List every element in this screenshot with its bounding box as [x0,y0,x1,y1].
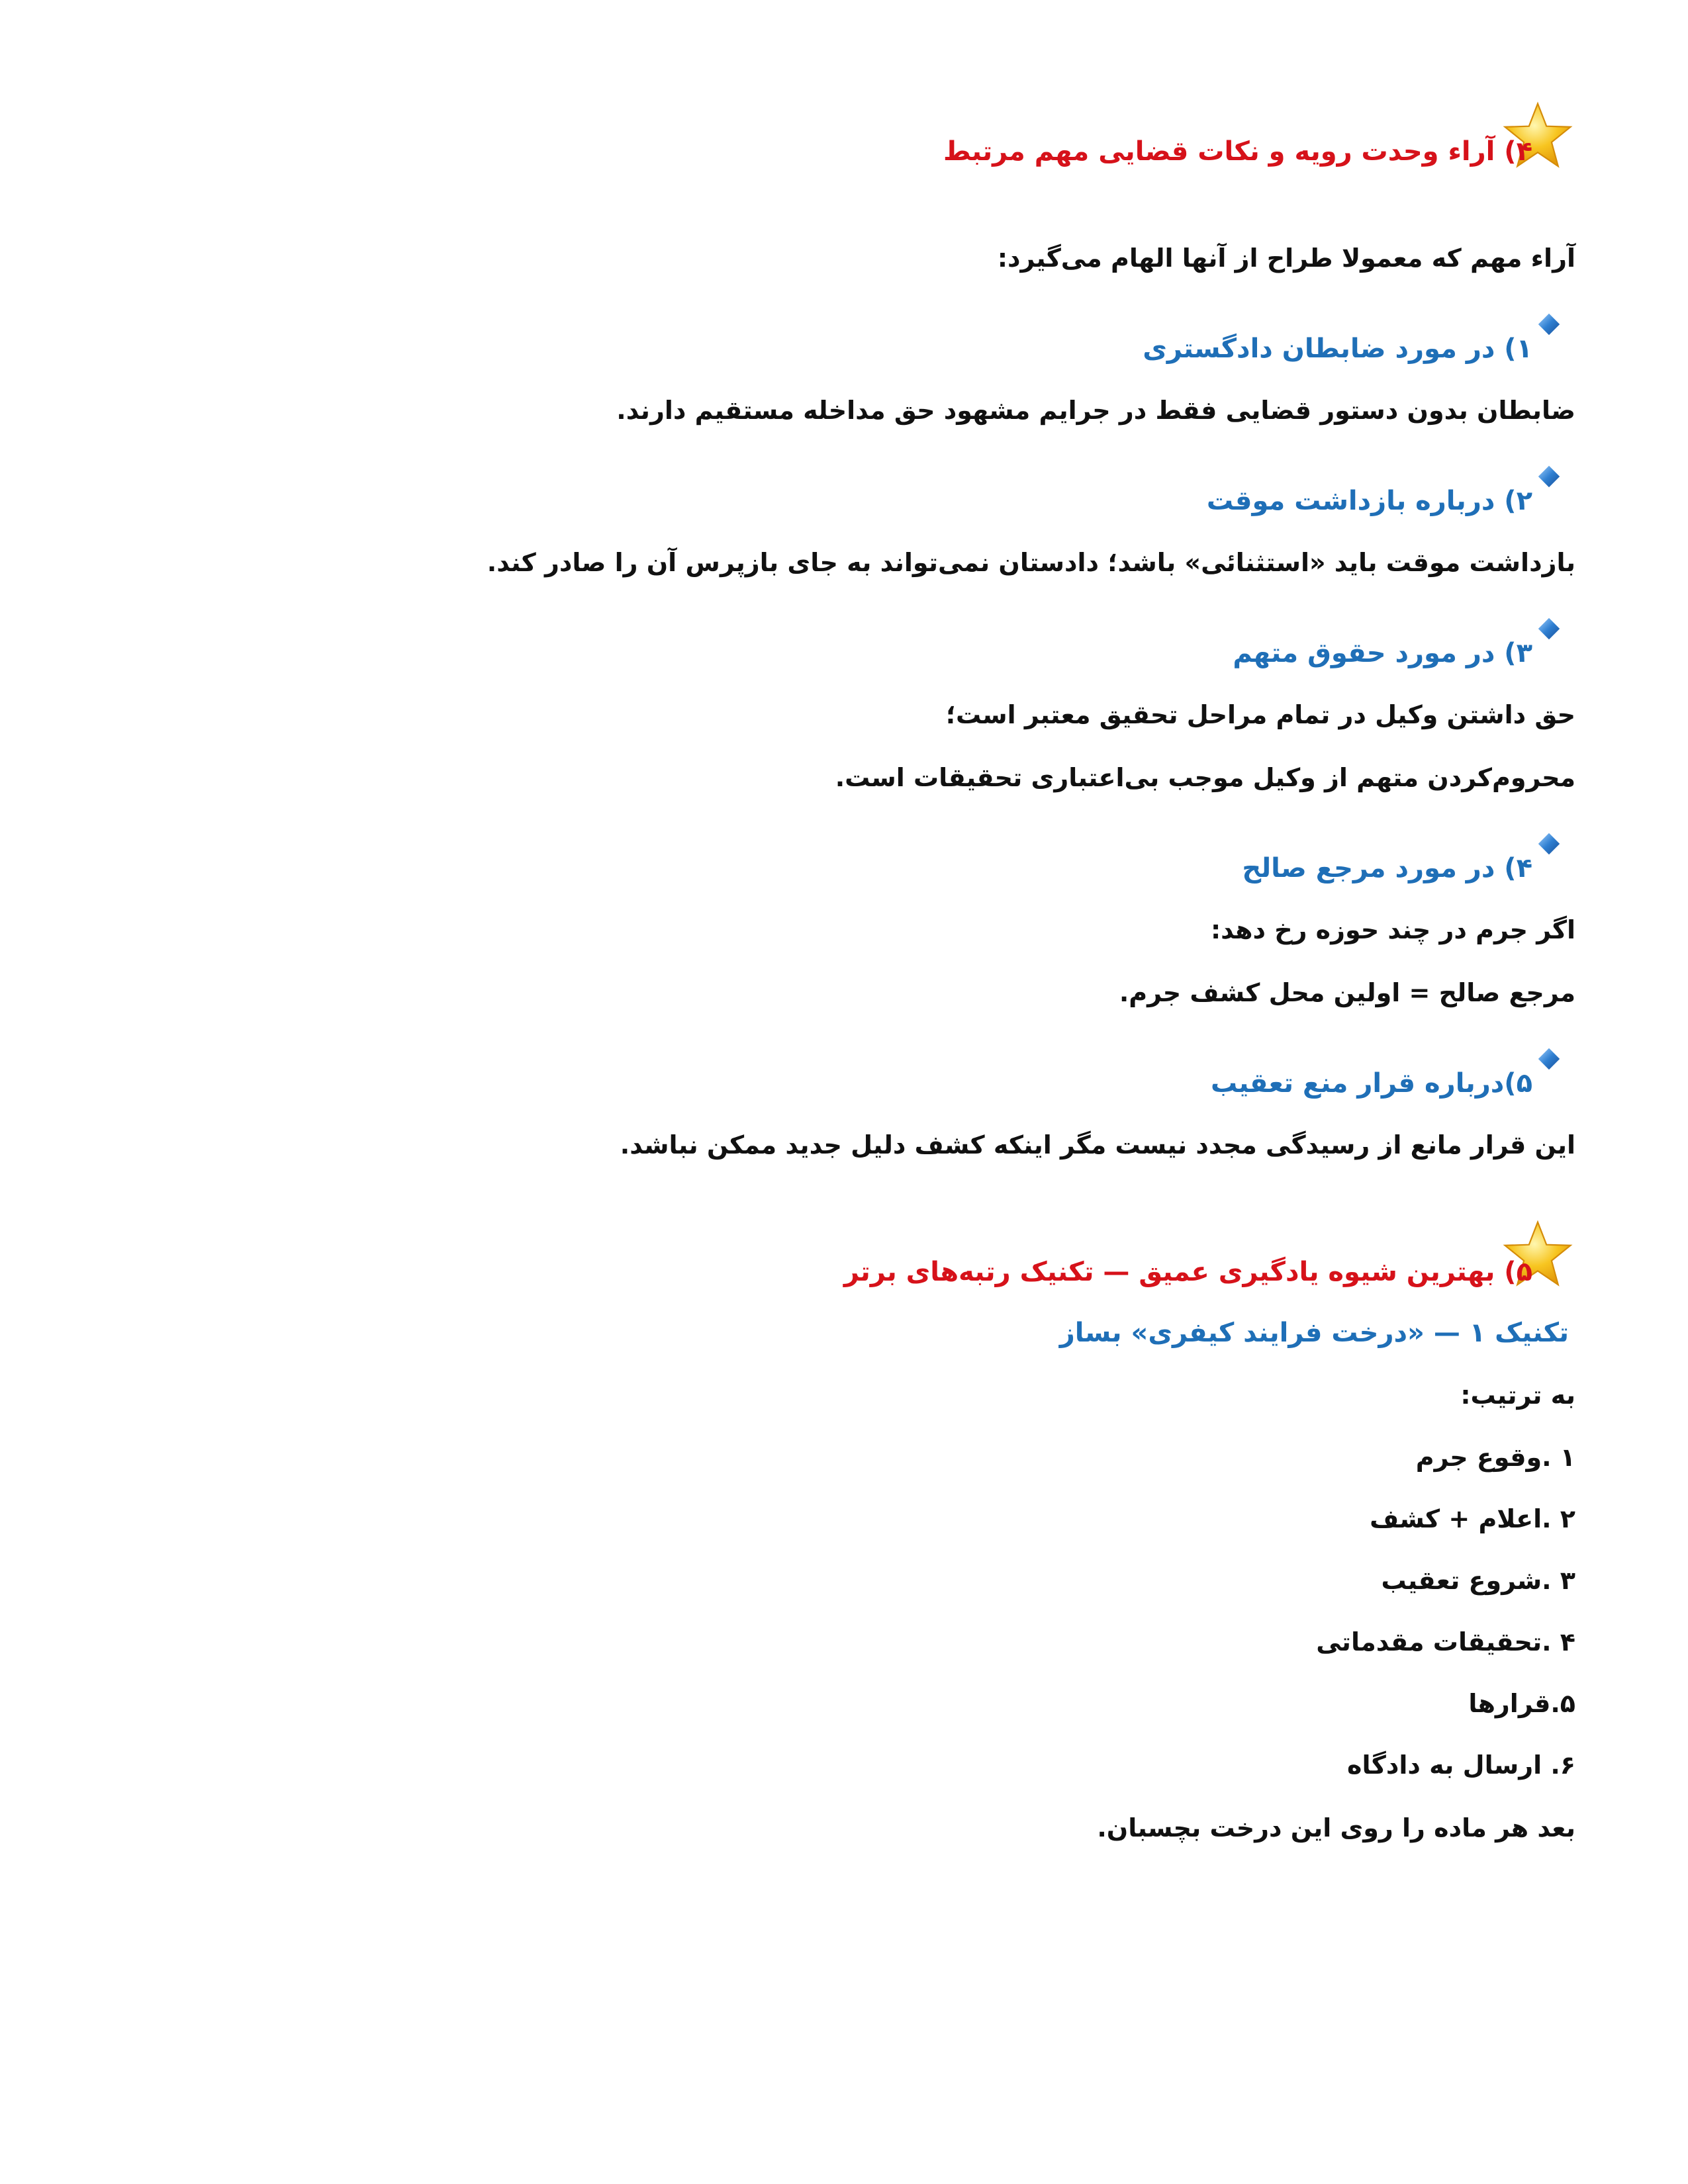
item-4-title: ۴) در مورد مرجع صالح [1242,853,1532,884]
item-5-text: این قرار مانع از رسیدگی مجدد نیست مگر اینکه کشف دلیل جدید ممکن نباشد. [620,1130,1575,1160]
item-3-text-2: محروم‌کردن متهم از وکیل موجب بی‌اعتباری تحقیقات است. [835,763,1575,792]
item-1-text: ضابطان بدون دستور قضایی فقط در جرایم مشهود حق مداخله مستقیم دارند. [616,396,1575,425]
diamond-bullet-icon [1537,312,1561,336]
section-4-intro: آراء مهم که معمولا طراح از آنها الهام می‌گیرد: [997,244,1575,273]
diamond-bullet-icon [1537,832,1561,856]
step-6: ۶. ارسال به دادگاه [1347,1751,1575,1780]
step-1: ۱ .وقوع جرم [1415,1443,1575,1472]
diamond-bullet-icon [1537,1047,1561,1071]
item-3-text-1: حق داشتن وکیل در تمام مراحل تحقیق معتبر است؛ [945,700,1575,729]
item-4-text-2: مرجع صالح = اولین محل کشف جرم. [1119,978,1575,1007]
step-2: ۲ .اعلام + کشف [1370,1504,1575,1533]
item-4-text-1: اگر جرم در چند حوزه رخ دهد: [1210,915,1575,944]
step-3: ۳ .شروع تعقیب [1381,1566,1575,1595]
section-5-title: ۵) بهترین شیوه یادگیری عمیق — تکنیک رتبه‌های برتر [843,1257,1532,1287]
step-4: ۴ .تحقیقات مقدماتی [1316,1627,1575,1657]
item-2-text: بازداشت موقت باید «استثنائی» باشد؛ دادستان نمی‌تواند به جای بازپرس آن را صادر کند. [487,548,1575,577]
technique-1-title: تکنیک ۱ — «درخت فرایند کیفری» بساز [1059,1318,1569,1348]
item-2-title: ۲) درباره بازداشت موقت [1206,486,1532,516]
item-1-title: ۱) در مورد ضابطان دادگستری [1143,334,1532,364]
item-3-title: ۳) در مورد حقوق متهم [1233,638,1532,668]
diamond-bullet-icon [1537,465,1561,488]
section-4-title: ۴) آراء وحدت رویه و نکات قضایی مهم مرتبط [943,136,1532,167]
step-5: ۵.قرارها [1468,1689,1575,1718]
item-5-title: ۵)درباره قرار منع تعقیب [1210,1068,1532,1099]
diamond-bullet-icon [1537,617,1561,641]
order-label: به ترتیب: [1460,1381,1575,1410]
closing-text: بعد هر ماده را روی این درخت بچسبان. [1097,1813,1575,1843]
